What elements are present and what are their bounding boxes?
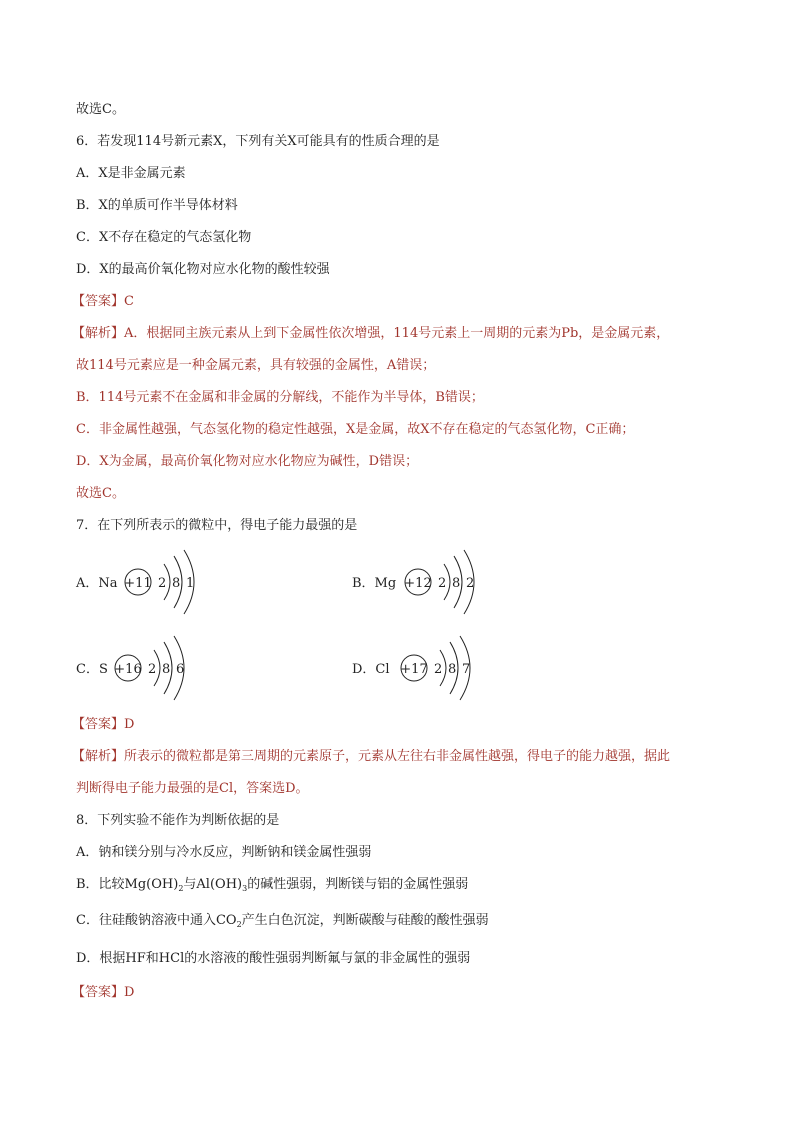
subscript: 2 [178,884,184,893]
explanation-text: 所表示的微粒都是第三周期的元素原子，元素从左往右非金属性越强，得电子的能力越强，据此 [124,749,671,764]
atom-structure [76,550,216,614]
atom-diagram-d [352,636,522,700]
explanation-label: 【解析】 [72,326,125,341]
atom-structure [76,636,216,700]
q6-explanation-1 [72,325,669,343]
q8-option-d: D．根据HF和HCl的水溶液的酸性强弱判断氟与氯的非金属性的强弱 [76,951,471,966]
answer-value: C [124,294,134,309]
shell-count-2: 8 [452,576,461,591]
atom-label: A．Na [76,576,118,591]
answer-value: D [124,717,135,732]
formula-text: 与Al(OH) [183,877,243,892]
shell-count-3: 6 [176,662,185,677]
answer-label: 【答案】 [72,717,125,732]
q7-explanation-1 [72,748,670,766]
option-text: 产生白色沉淀，判断碳酸与硅酸的酸性强弱 [241,913,489,928]
atom-label: D．Cl [352,662,390,677]
shell-count-3: 7 [462,662,471,677]
subscript: 3 [242,884,248,893]
answer-label: 【答案】 [72,985,125,1000]
shell-count-1: 2 [158,576,167,591]
q6-conclusion: 故选C。 [76,486,125,501]
option-text: 的碱性强弱，判断镁与铝的金属性强弱 [247,877,469,892]
q7-explanation-2: 判断得电子能力最强的是Cl，答案选D。 [76,781,309,796]
question-6: 6．若发现114号新元素X，下列有关X可能具有的性质合理的是 [76,134,440,149]
q7-answer [72,716,134,734]
atom-label: B．Mg [352,576,397,591]
shell-count-2: 8 [448,662,457,677]
shell-count-1: 2 [438,576,447,591]
nucleus-charge: +16 [114,662,142,677]
shell-count-1: 2 [148,662,157,677]
q8-option-b [76,876,468,898]
q6-option-a: A．X是非金属元素 [76,166,186,181]
explanation-label: 【解析】 [72,749,125,764]
answer-label: 【答案】 [72,294,125,309]
q6-explanation-3: B．114号元素不在金属和非金属的分解线，不能作为半导体，B错误； [76,390,484,405]
q6-option-b: B．X的单质可作半导体材料 [76,198,238,213]
atom-diagram-a [76,550,246,614]
question-8: 8．下列实验不能作为判断依据的是 [76,813,280,828]
atom-structure [352,550,492,614]
q8-option-c [76,912,489,934]
formula-text: B．比较Mg(OH) [76,877,179,892]
atom-diagram-c [76,636,246,700]
shell-count-3: 1 [186,576,195,591]
shell-count-3: 2 [466,576,475,591]
nucleus-charge: +12 [404,576,432,591]
atom-structure [352,636,492,700]
q6-explanation-4: C．非金属性越强，气态氢化物的稳定性越强，X是金属，故X不存在稳定的气态氢化物，C正确； [76,422,635,437]
q6-option-d: D．X的最高价氧化物对应水化物的酸性较强 [76,262,330,277]
question-7: 7．在下列所表示的微粒中，得电子能力最强的是 [76,518,358,533]
q6-explanation-2: 故114号元素应是一种金属元素，具有较强的金属性，A错误； [76,358,436,373]
q8-option-a: A．钠和镁分别与冷水反应，判断钠和镁金属性强弱 [76,845,372,860]
subscript: 2 [236,920,242,929]
nucleus-charge: +11 [124,576,152,591]
option-text: C．往硅酸钠溶液中通入CO [76,913,237,928]
q8-answer [72,984,134,1002]
explanation-text: A．根据同主族元素从上到下金属性依次增强，114号元素上一周期的元素为Pb，是金属元素， [124,326,670,341]
atom-diagram-b [352,550,522,614]
shell-count-2: 8 [172,576,181,591]
line-prev-conclusion: 故选C。 [76,102,125,117]
atom-label: C．S [76,662,108,677]
answer-value: D [124,985,135,1000]
q6-option-c: C．X不存在稳定的气态氢化物 [76,230,252,245]
shell-count-2: 8 [162,662,171,677]
q6-answer [72,293,134,311]
nucleus-charge: +17 [400,662,428,677]
shell-count-1: 2 [434,662,443,677]
q6-explanation-5: D．X为金属，最高价氧化物对应水化物应为碱性，D错误； [76,454,419,469]
